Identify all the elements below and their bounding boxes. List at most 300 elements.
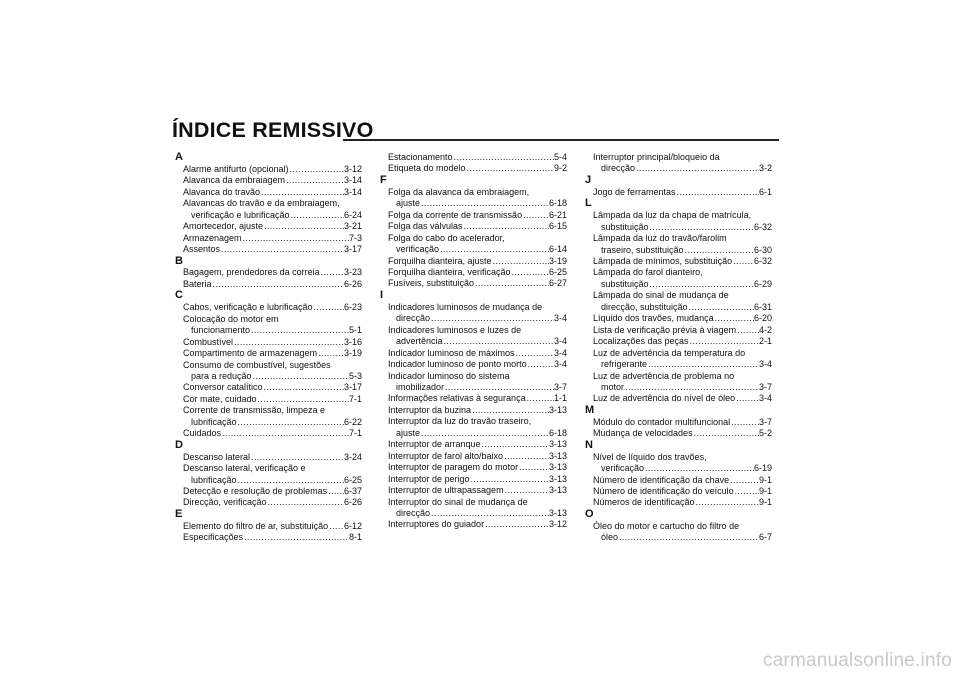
entry-line: [585, 152, 772, 163]
entry-text: Compartimento de armazenagem: [183, 348, 318, 359]
dot-leader: [526, 393, 554, 404]
entry-line: [175, 521, 362, 532]
page-reference: 6-15: [548, 221, 567, 232]
entry-line: [380, 336, 567, 347]
entry-text: Direcção, verificação: [183, 497, 267, 508]
entry-line: [380, 451, 567, 462]
entry-text: Cabos, verificação e lubrificação: [183, 302, 313, 313]
page-reference: 5-2: [758, 428, 772, 439]
page-reference: 6-19: [753, 463, 772, 474]
section-letter: D: [175, 438, 183, 451]
dot-leader: [430, 313, 554, 324]
index-entry: [380, 416, 567, 439]
index-entry: [585, 152, 772, 175]
entry-line: [175, 463, 362, 474]
entry-text: Etiqueta do modelo: [388, 163, 466, 174]
dot-leader: [443, 336, 554, 347]
index-entry: [380, 485, 567, 496]
entry-line: [585, 279, 772, 290]
entry-line: [585, 302, 772, 313]
page-reference: 9-1: [758, 497, 772, 508]
page-reference: 3-4: [553, 336, 567, 347]
dot-leader: [644, 463, 754, 474]
entry-line: [585, 393, 772, 404]
entry-line: [585, 532, 772, 543]
entry-text: Interruptores do guiador: [388, 519, 485, 530]
entry-text: Fusíveis, substituição: [388, 278, 475, 289]
entry-text: Bagagem, prendedores da correia: [183, 267, 320, 278]
index-entry: [380, 152, 567, 163]
entry-text: Indicador luminoso de máximos: [388, 347, 515, 358]
page-reference: 6-24: [343, 209, 362, 220]
entry-line: [585, 245, 772, 256]
index-entry: [380, 474, 567, 485]
entry-line: [175, 187, 362, 198]
entry-line: [585, 463, 772, 474]
entry-text: Alavancas do travão e da embraiagem,: [183, 198, 340, 209]
entry-text: óleo: [601, 532, 619, 543]
entry-line: [585, 325, 772, 336]
dot-leader: [624, 382, 759, 393]
section-letter: L: [585, 197, 592, 210]
dot-leader: [714, 313, 754, 324]
dot-leader: [444, 382, 554, 393]
entry-line: [380, 439, 567, 450]
entry-line: [380, 371, 567, 382]
index-entry: [585, 267, 772, 290]
dot-leader: [695, 497, 759, 508]
page-reference: 9-1: [758, 474, 772, 485]
page-reference: 6-32: [753, 221, 772, 232]
index-entry: [585, 428, 772, 439]
entry-text: Interruptor principal/bloqueio da: [593, 152, 720, 162]
entry-line: [380, 348, 567, 359]
page-reference: 3-12: [548, 519, 567, 530]
index-entry: [175, 337, 362, 348]
entry-line: [380, 267, 567, 278]
page-reference: 6-1: [758, 186, 772, 197]
index-entry: [380, 233, 567, 256]
entry-text: verificação: [396, 244, 440, 255]
dot-leader: [527, 359, 554, 370]
index-entry: [380, 405, 567, 416]
dot-leader: [492, 256, 549, 267]
dot-leader: [317, 348, 344, 359]
entry-line: [175, 210, 362, 221]
page-reference: 6-23: [343, 302, 362, 313]
entry-line: [175, 532, 362, 543]
entry-line: [585, 233, 772, 244]
entry-text: Mudança de velocidades: [593, 428, 693, 439]
dot-leader: [732, 256, 754, 267]
index-entry: [380, 221, 567, 232]
entry-text: refrigerante: [601, 359, 648, 370]
entry-line: [585, 452, 772, 463]
index-entry: [585, 486, 772, 497]
entry-line: [585, 359, 772, 370]
index-column-1: [175, 152, 362, 544]
entry-line: [380, 256, 567, 267]
section-letter: C: [175, 289, 183, 302]
dot-leader: [237, 475, 344, 486]
entry-line: [585, 187, 772, 198]
entry-text: Folga da corrente de transmissão: [388, 209, 523, 220]
entry-text: Indicador luminoso de ponto morto: [388, 359, 527, 370]
dot-leader: [676, 187, 759, 198]
page-reference: 8-1: [348, 532, 362, 543]
entry-text: substituição: [601, 221, 649, 232]
dot-leader: [290, 210, 344, 221]
entry-text: Consumo de combustível, sugestões: [183, 359, 331, 370]
page-reference: 6-7: [758, 532, 772, 543]
entry-line: [175, 302, 362, 313]
entry-line: [175, 164, 362, 175]
entry-text: direcção: [601, 163, 636, 174]
entry-text: Bateria: [183, 278, 212, 289]
page-reference: 6-26: [343, 278, 362, 289]
entry-text: ajuste: [396, 198, 421, 209]
page-reference: 3-13: [548, 439, 567, 450]
page-reference: 1-1: [553, 393, 567, 404]
entry-line: [585, 497, 772, 508]
page-reference: 3-13: [548, 485, 567, 496]
entry-text: Combustível: [183, 336, 234, 347]
index-column-2: [380, 152, 567, 531]
dot-leader: [735, 393, 759, 404]
entry-line: [175, 371, 362, 382]
entry-text: Descanso lateral, verificação e: [183, 463, 306, 474]
entry-text: Estacionamento: [388, 152, 453, 162]
dot-leader: [267, 497, 344, 508]
index-entry: [585, 325, 772, 336]
index-entry: [175, 233, 362, 244]
section-letter: B: [175, 254, 183, 267]
index-entry: [175, 198, 362, 221]
dot-leader: [484, 519, 549, 530]
index-entry: [585, 336, 772, 347]
page-reference: 6-32: [753, 255, 772, 266]
dot-leader: [420, 198, 549, 209]
dot-leader: [503, 451, 549, 462]
dot-leader: [327, 486, 344, 497]
entry-text: substituição: [601, 278, 649, 289]
page-reference: 3-4: [553, 313, 567, 324]
index-entry: [175, 428, 362, 439]
dot-leader: [734, 486, 759, 497]
section-letter: O: [585, 507, 594, 520]
dot-leader: [430, 508, 549, 519]
dot-leader: [470, 474, 549, 485]
entry-line: [380, 393, 567, 404]
entry-line: [175, 394, 362, 405]
entry-line: [380, 474, 567, 485]
page-reference: 3-13: [548, 507, 567, 518]
entry-text: Luz de advertência de problema no: [593, 370, 735, 381]
entry-text: Detecção e resolução de problemas: [183, 485, 328, 496]
page-reference: 6-18: [548, 427, 567, 438]
entry-line: [175, 314, 362, 325]
dot-leader: [522, 210, 549, 221]
entry-line: [175, 198, 362, 209]
dot-leader: [220, 244, 344, 255]
page-reference: 3-14: [343, 175, 362, 186]
dot-leader: [285, 175, 344, 186]
page-reference: 6-12: [343, 520, 362, 531]
entry-line: [585, 382, 772, 393]
entry-text: Folga do cabo do acelerador,: [388, 232, 505, 243]
page-reference: 6-18: [548, 198, 567, 209]
entry-text: Interruptor de paragem do motor: [388, 462, 519, 473]
entry-line: [585, 210, 772, 221]
entry-text: Lâmpada do farol dianteiro,: [593, 267, 703, 278]
entry-line: [585, 428, 772, 439]
entry-text: Especificações: [183, 532, 244, 543]
index-entry: [175, 521, 362, 532]
page-reference: 6-21: [548, 209, 567, 220]
index-entry: [585, 348, 772, 371]
index-entry: [175, 348, 362, 359]
index-entry: [175, 164, 362, 175]
entry-line: [380, 163, 567, 174]
entry-text: Folga da alavanca da embraiagem,: [388, 186, 530, 197]
entry-text: Indicador luminoso do sistema: [388, 370, 510, 381]
entry-line: [380, 485, 567, 496]
index-entry: [175, 244, 362, 255]
page-reference: 7-1: [348, 428, 362, 439]
entry-line: [585, 521, 772, 532]
dot-leader: [504, 485, 549, 496]
entry-text: Elemento do filtro de ar, substituição: [183, 520, 329, 531]
entry-line: [175, 475, 362, 486]
entry-line: [175, 452, 362, 463]
entry-text: Interruptor de perigo: [388, 473, 470, 484]
page-reference: 6-31: [753, 301, 772, 312]
entry-text: Luz de advertência do nível de óleo: [593, 393, 736, 404]
page-reference: 3-12: [343, 163, 362, 174]
dot-leader: [635, 163, 759, 174]
entry-text: Forquilha dianteira, verificação: [388, 266, 511, 277]
page-reference: 3-4: [553, 347, 567, 358]
entry-text: Cor mate, cuidado: [183, 393, 257, 404]
index-entry: [380, 451, 567, 462]
entry-line: [585, 336, 772, 347]
index-entry: [175, 532, 362, 543]
entry-line: [380, 278, 567, 289]
entry-line: [380, 428, 567, 439]
index-entry: [380, 163, 567, 174]
dot-leader: [439, 244, 549, 255]
index-entry: [175, 382, 362, 393]
page-reference: 6-29: [753, 278, 772, 289]
entry-line: [380, 221, 567, 232]
page-reference: 5-1: [348, 325, 362, 336]
entry-text: motor: [601, 381, 625, 392]
index-entry: [175, 175, 362, 186]
page-reference: 6-14: [548, 244, 567, 255]
section-letter: I: [380, 288, 384, 301]
entry-line: [175, 382, 362, 393]
dot-leader: [689, 336, 759, 347]
dot-leader: [328, 521, 344, 532]
entry-text: Alavanca da embraiagem: [183, 175, 286, 186]
entry-line: [585, 163, 772, 174]
entry-text: Líquido dos travões, mudança: [593, 313, 714, 324]
entry-text: Conversor catalítico: [183, 382, 263, 393]
entry-text: Forquilha dianteira, ajuste: [388, 255, 492, 266]
entry-line: [585, 267, 772, 278]
index-entry: [380, 325, 567, 348]
entry-line: [585, 290, 772, 301]
page-reference: 6-26: [343, 497, 362, 508]
entry-line: [175, 417, 362, 428]
dot-leader: [466, 163, 554, 174]
section-letter: E: [175, 507, 183, 520]
dot-leader: [250, 452, 344, 463]
page-reference: 3-13: [548, 462, 567, 473]
entry-line: [380, 210, 567, 221]
entry-text: imobilizador: [396, 381, 445, 392]
entry-text: Localizações das peças: [593, 336, 689, 347]
index-entry: [175, 452, 362, 463]
index-entry: [380, 462, 567, 473]
dot-leader: [618, 532, 759, 543]
page-reference: 3-7: [758, 381, 772, 392]
entry-line: [585, 371, 772, 382]
dot-leader: [647, 359, 759, 370]
entry-line: [380, 313, 567, 324]
entry-line: [175, 279, 362, 290]
watermark-footer: carmanualsonline.info: [762, 650, 952, 671]
entry-line: [585, 486, 772, 497]
dot-leader: [257, 394, 349, 405]
entry-text: advertência: [396, 336, 443, 347]
index-entry: [585, 210, 772, 233]
dot-leader: [515, 348, 554, 359]
entry-text: Número de identificação da chave: [593, 474, 730, 485]
entry-text: Interruptor da buzina: [388, 404, 472, 415]
entry-text: Números de identificação: [593, 497, 695, 508]
dot-leader: [263, 382, 344, 393]
page-reference: 9-2: [553, 163, 567, 174]
entry-text: Descanso lateral: [183, 451, 251, 462]
entry-line: [175, 486, 362, 497]
entry-text: Alarme antifurto (opcional): [183, 163, 289, 174]
entry-text: Cuidados: [183, 428, 222, 439]
dot-leader: [688, 302, 754, 313]
entry-text: traseiro, substituição: [601, 244, 684, 255]
page-reference: 3-7: [758, 416, 772, 427]
index-entry: [380, 393, 567, 404]
dot-leader: [313, 302, 344, 313]
entry-text: verificação e lubrificação: [191, 209, 290, 220]
entry-line: [380, 508, 567, 519]
section-letter: J: [585, 173, 592, 186]
index-entry: [585, 393, 772, 404]
index-entry: [585, 187, 772, 198]
page-reference: 4-2: [758, 324, 772, 335]
entry-text: Indicadores luminosos de mudança de: [388, 301, 543, 312]
index-entry: [380, 497, 567, 520]
dot-leader: [233, 337, 344, 348]
entry-text: Jogo de ferramentas: [593, 186, 676, 197]
entry-line: [380, 244, 567, 255]
entry-line: [585, 313, 772, 324]
dot-leader: [481, 439, 549, 450]
entry-text: ajuste: [396, 427, 421, 438]
entry-text: Armazenagem: [183, 232, 242, 243]
entry-text: Interruptor de farol alto/baixo: [388, 450, 504, 461]
index-entry: [175, 486, 362, 497]
index-entry: [380, 439, 567, 450]
page-reference: 3-17: [343, 382, 362, 393]
page-reference: 3-4: [758, 359, 772, 370]
page-reference: 6-25: [548, 266, 567, 277]
section-letter: M: [585, 403, 595, 416]
dot-leader: [693, 428, 759, 439]
entry-text: Amortecedor, ajuste: [183, 221, 264, 232]
entry-line: [380, 198, 567, 209]
page-reference: 3-4: [553, 359, 567, 370]
entry-text: Folga das válvulas: [388, 221, 463, 232]
entry-text: Interruptor da luz do travão traseiro,: [388, 416, 532, 427]
index-entry: [585, 475, 772, 486]
dot-leader: [212, 279, 344, 290]
entry-text: Informações relativas à segurança: [388, 393, 526, 404]
entry-line: [175, 428, 362, 439]
entry-line: [175, 175, 362, 186]
index-entry: [175, 267, 362, 278]
entry-text: direcção: [396, 507, 431, 518]
index-entry: [380, 256, 567, 267]
page-reference: 3-13: [548, 450, 567, 461]
entry-text: Interruptor de ultrapassagem: [388, 485, 504, 496]
entry-text: Módulo do contador multifuncional: [593, 416, 731, 427]
index-entry: [175, 394, 362, 405]
dot-leader: [471, 405, 549, 416]
entry-text: Lâmpada do sinal de mudança de: [593, 290, 729, 301]
entry-text: Lâmpada da luz da chapa de matrícula,: [593, 210, 752, 221]
dot-leader: [263, 221, 344, 232]
index-entry: [175, 360, 362, 383]
entry-line: [380, 325, 567, 336]
index-entry: [380, 187, 567, 210]
entry-text: Corrente de transmissão, limpeza e: [183, 405, 326, 416]
entry-text: Luz de advertência da temperatura do: [593, 347, 746, 358]
index-entry: [380, 210, 567, 221]
page-reference: 3-21: [343, 221, 362, 232]
dot-leader: [242, 233, 349, 244]
entry-text: Lâmpada da luz do travão/farolim: [593, 233, 727, 244]
section-letter: N: [585, 438, 593, 451]
index-entry: [175, 221, 362, 232]
page-reference: 3-24: [343, 451, 362, 462]
dot-leader: [729, 475, 759, 486]
entry-text: Nível de líquido dos travões,: [593, 451, 707, 462]
page-reference: 7-3: [348, 232, 362, 243]
index-entry: [585, 313, 772, 324]
entry-line: [380, 497, 567, 508]
dot-leader: [453, 152, 554, 163]
dot-leader: [730, 417, 759, 428]
title-rule: [343, 139, 779, 141]
entry-text: Óleo do motor e cartucho do filtro de: [593, 520, 740, 531]
page-reference: 3-13: [548, 473, 567, 484]
page-reference: 3-16: [343, 336, 362, 347]
page-reference: 6-27: [548, 278, 567, 289]
page-reference: 5-3: [348, 370, 362, 381]
dot-leader: [518, 462, 549, 473]
dot-leader: [243, 532, 349, 543]
